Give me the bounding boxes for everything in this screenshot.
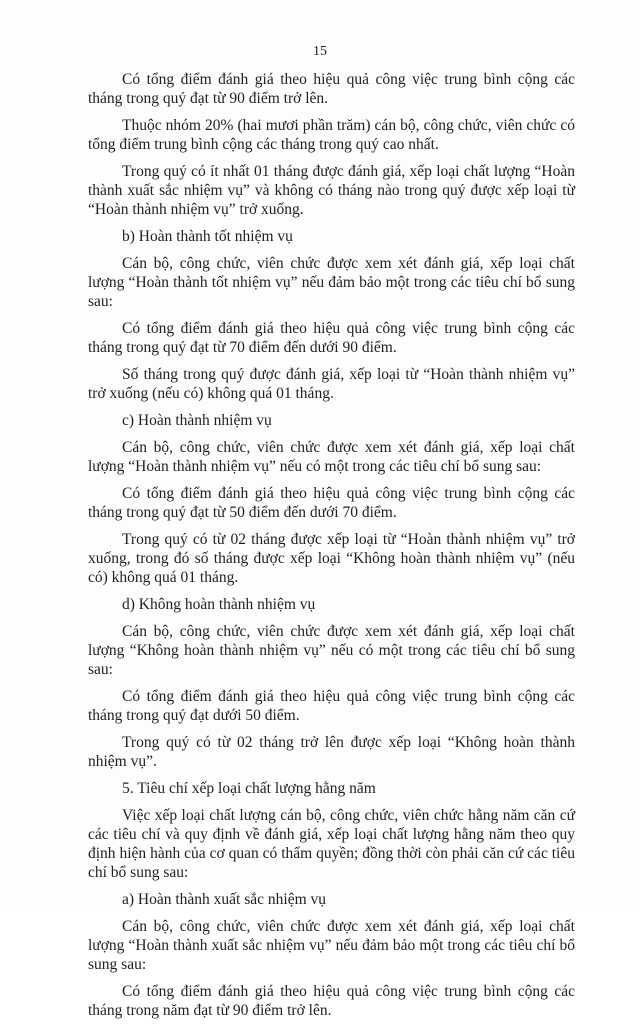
- paragraph: Việc xếp loại chất lượng cán bộ, công chức, viên chức hằng năm căn cứ các tiêu chí và quy định về đánh giá, xếp loại chất lượng hằng năm theo quy định hiện hành của cơ quan có thẩm quyền; đồng thời còn phải căn cứ các tiêu chí bổ sung sau:: [88, 807, 575, 881]
- paragraph: Có tổng điểm đánh giá theo hiệu quả công việc trung bình cộng các tháng trong quý đạt từ 70 điểm đến dưới 90 điểm.: [88, 320, 575, 356]
- section-heading: a) Hoàn thành xuất sắc nhiệm vụ: [122, 891, 327, 908]
- paragraph: Số tháng trong quý được đánh giá, xếp loại từ “Hoàn thành nhiệm vụ” trở xuống (nếu có) không quá 01 tháng.: [88, 366, 575, 402]
- paragraph: Trong quý có từ 02 tháng được xếp loại từ “Hoàn thành nhiệm vụ” trở xuống, trong đó số tháng được xếp loại “Không hoàn thành nhiệm vụ” (nếu có) không quá 01 tháng.: [88, 531, 575, 586]
- paragraph: Có tổng điểm đánh giá theo hiệu quả công việc trung bình cộng các tháng trong quý đạt từ 50 điểm đến dưới 70 điểm.: [88, 485, 575, 521]
- paragraph: Trong quý có ít nhất 01 tháng được đánh giá, xếp loại chất lượng “Hoàn thành xuất sắc nhiệm vụ” và không có tháng nào trong quý được xếp loại từ “Hoàn thành nhiệm vụ” trở xuống.: [88, 163, 575, 218]
- paragraph: Thuộc nhóm 20% (hai mươi phần trăm) cán bộ, công chức, viên chức có tổng điểm trung bình cộng các tháng trong quý cao nhất.: [88, 117, 575, 153]
- section-heading: c) Hoàn thành nhiệm vụ: [122, 412, 272, 429]
- paragraph: Cán bộ, công chức, viên chức được xem xét đánh giá, xếp loại chất lượng “Hoàn thành tốt nhiệm vụ” nếu đảm bảo một trong các tiêu chí bổ sung sau:: [88, 255, 575, 310]
- section-heading: d) Không hoàn thành nhiệm vụ: [122, 596, 316, 613]
- page-number: 15: [313, 44, 327, 59]
- paragraph: Có tổng điểm đánh giá theo hiệu quả công việc trung bình cộng các tháng trong quý đạt dưới 50 điểm.: [88, 688, 575, 724]
- paragraph: Có tổng điểm đánh giá theo hiệu quả công việc trung bình cộng các tháng trong quý đạt từ 90 điểm trở lên.: [88, 71, 575, 107]
- document-body: [88, 70, 575, 1028]
- paragraph: Cán bộ, công chức, viên chức được xem xét đánh giá, xếp loại chất lượng “Hoàn thành nhiệm vụ” nếu có một trong các tiêu chí bổ sung sau:: [88, 439, 575, 475]
- paragraph: Cán bộ, công chức, viên chức được xem xét đánh giá, xếp loại chất lượng “Không hoàn thành nhiệm vụ” nếu có một trong các tiêu chí bổ sung sau:: [88, 623, 575, 678]
- section-heading: b) Hoàn thành tốt nhiệm vụ: [122, 228, 293, 245]
- section-heading: 5. Tiêu chí xếp loại chất lượng hằng năm: [122, 780, 376, 797]
- paragraph: Cán bộ, công chức, viên chức được xem xét đánh giá, xếp loại chất lượng “Hoàn thành xuất sắc nhiệm vụ” nếu đảm bảo một trong các tiêu chí bổ sung sau:: [88, 918, 575, 973]
- paragraph: Có tổng điểm đánh giá theo hiệu quả công việc trung bình cộng các tháng trong năm đạt từ 90 điểm trở lên.: [88, 983, 575, 1019]
- paragraph: Trong quý có từ 02 tháng trở lên được xếp loại “Không hoàn thành nhiệm vụ”.: [88, 734, 575, 770]
